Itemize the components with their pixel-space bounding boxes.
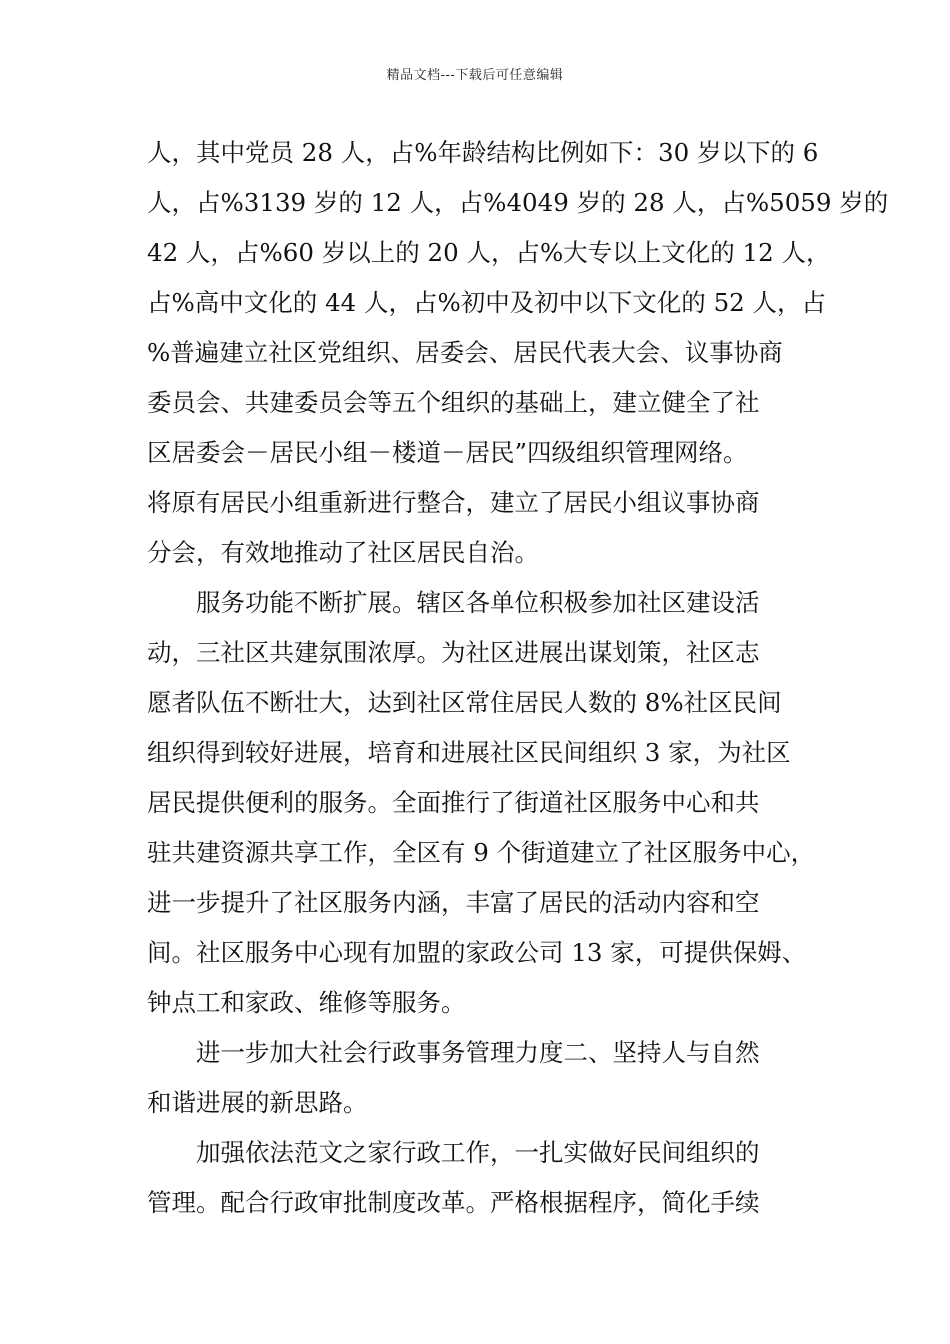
text-line: %普遍建立社区党组织、居委会、居民代表大会、议事协商 [147,338,783,367]
text-line: 42 人，占%60 岁以上的 20 人，占%大专以上文化的 12 人， [147,238,831,267]
text-line: 动，三社区共建氛围浓厚。为社区进展出谋划策，社区志 [147,638,760,667]
text-line: 驻共建资源共享工作，全区有 9 个街道建立了社区服务中心， [147,838,816,867]
text-line: 钟点工和家政、维修等服务。 [147,988,466,1017]
text-line: 管理。配合行政审批制度改革。严格根据程序，简化手续 [147,1188,760,1217]
page-header: 精品文档---下载后可任意编辑 [386,68,564,83]
text-line: 进一步提升了社区服务内涵，丰富了居民的活动内容和空 [147,888,760,917]
paragraph-start-line: 服务功能不断扩展。辖区各单位积极参加社区建设活 [196,588,760,617]
text-line: 人，占%3139 岁的 12 人，占%4049 岁的 28 人，占%5059 岁的 [147,188,889,217]
text-line: 间。社区服务中心现有加盟的家政公司 13 家，可提供保姆、 [147,938,807,967]
text-line: 人，其中党员 28 人，占%年龄结构比例如下：30 岁以下的 6 [147,138,819,167]
text-line: 分会，有效地推动了社区居民自治。 [147,538,539,567]
text-line: 愿者队伍不断壮大，达到社区常住居民人数的 8%社区民间 [147,688,782,717]
text-line: 组织得到较好进展，培育和进展社区民间组织 3 家，为社区 [147,738,791,767]
text-line: 居民提供便利的服务。全面推行了街道社区服务中心和共 [147,788,760,817]
text-line: 区居委会－居民小组－楼道－居民”四级组织管理网络。 [147,438,748,467]
text-line: 和谐进展的新思路。 [147,1088,368,1117]
paragraph-start-line: 进一步加大社会行政事务管理力度二、坚持人与自然 [196,1038,760,1067]
text-line: 占%高中文化的 44 人，占%初中及初中以下文化的 52 人，占 [147,288,827,317]
text-line: 委员会、共建委员会等五个组织的基础上，建立健全了社 [147,388,760,417]
paragraph-start-line: 加强依法范文之家行政工作，一扎实做好民间组织的 [196,1138,760,1167]
document-body [147,128,889,1228]
text-line: 将原有居民小组重新进行整合，建立了居民小组议事协商 [147,488,760,517]
